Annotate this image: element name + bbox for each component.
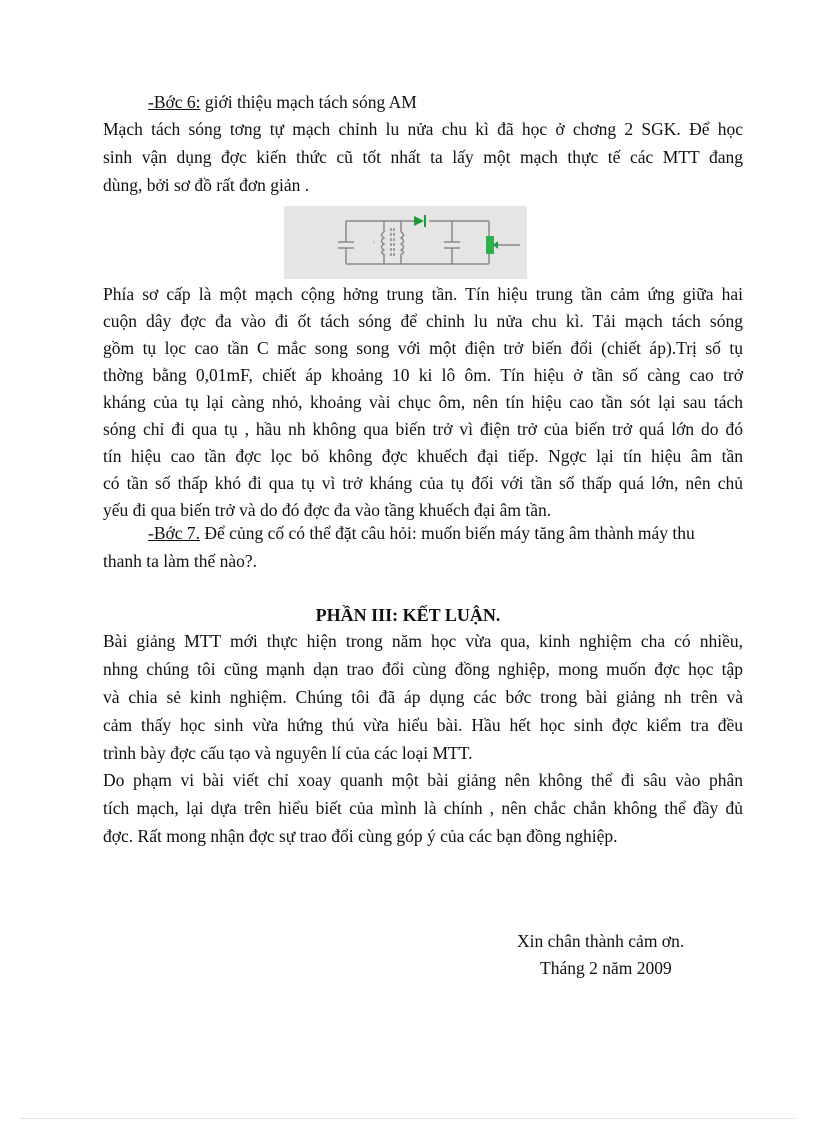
conclusion-para2-line: tích mạch, lại dựa trên hiểu biết của mình là chính , nên chắc chắn không thể đầy đủ <box>103 798 743 818</box>
para2-line: gồm tụ lọc cao tần C mắc song song với một điện trở biến đổi (chiết áp).Trị số tụ <box>103 338 743 358</box>
step6-label: -Bớc 6: <box>148 92 201 112</box>
closing-thanks: Xin chân thành cảm ơn. <box>517 931 685 951</box>
closing-date: Tháng 2 năm 2009 <box>540 958 672 978</box>
step7-text: Để củng cố có thể đặt câu hỏi: muốn biến máy tăng âm thành máy thu <box>200 523 695 543</box>
para1-line: dùng, bởi sơ đồ rất đơn giản . <box>103 175 310 195</box>
para2-line: kháng của tụ lại càng nhỏ, khoảng vài chục ôm, nên tín hiệu cao tần sót lại sau tách <box>103 392 743 412</box>
conclusion-para1-line: nhng chúng tôi cũng mạnh dạn trao đổi cùng đồng nghiệp, mong muốn đợc học tập <box>103 659 743 679</box>
step7-line: thanh ta làm thế nào?. <box>103 551 258 571</box>
conclusion-para1-line: cảm thấy học sinh vừa hứng thú vừa hiểu bài. Hầu hết học sinh đợc kiểm tra đều <box>103 715 743 735</box>
step7-label: -Bớc 7. <box>148 523 201 543</box>
conclusion-para1-line: trình bày đợc cấu tạo và nguyên lí của các loại MTT. <box>103 743 473 763</box>
step6-line <box>148 90 417 114</box>
diode-icon <box>414 216 424 226</box>
step7-line <box>148 521 743 545</box>
conclusion-heading: PHẦN III: KẾT LUẬN. <box>315 605 501 625</box>
page-bottom-rule <box>20 1118 796 1119</box>
para2-line: sóng chỉ đi qua tụ , hầu nh không qua biến trở vì điện trở của biến trở quá lớn do đó <box>103 419 743 439</box>
circuit-diagram <box>284 206 527 279</box>
am-detector-circuit-figure <box>284 206 527 279</box>
conclusion-para2-line: Do phạm vi bài viết chỉ xoay quanh một bài giảng nên không thể đi sâu vào phân <box>103 770 743 790</box>
para1-line: Mạch tách sóng tơng tự mạch chỉnh lu nửa chu kì đã học ở chơng 2 SGK. Để học <box>103 119 743 139</box>
conclusion-para2-line: đợc. Rất mong nhận đợc sự trao đổi cùng góp ý của các bạn đồng nghiệp. <box>103 826 618 846</box>
conclusion-para1-line: và chia sẻ kinh nghiệm. Chúng tôi đã áp dụng các bớc trong bài giảng nh trên và <box>103 687 743 707</box>
para2-line: yếu đi qua biến trở và do đó đợc đa vào tầng khuếch đại âm tần. <box>103 500 552 520</box>
para1-line: sinh vận dụng đợc kiến thức cũ tốt nhất ta lấy một mạch thực tế các MTT đang <box>103 147 743 167</box>
para2-line: Phía sơ cấp là một mạch cộng hởng trung tần. Tín hiệu trung tần cảm ứng giữa hai <box>103 284 743 304</box>
svg-text:': ' <box>373 240 375 250</box>
conclusion-para1-line: Bài giảng MTT mới thực hiện trong năm học vừa qua, kinh nghiệm cha có nhiều, <box>103 631 743 651</box>
para2-line: cuộn dây đợc đa vào đi ốt tách sóng để chỉnh lu nửa chu kì. Tải mạch tách sóng <box>103 311 743 331</box>
potentiometer-icon <box>486 236 494 254</box>
step6-title: giới thiệu mạch tách sóng AM <box>200 92 417 112</box>
para2-line: có tần số thấp khó đi qua tụ vì trở kháng của tụ đối với tần số thấp quá lớn, nên chủ <box>103 473 743 493</box>
para2-line: thờng bằng 0,01mF, chiết áp khoảng 10 ki lô ôm. Tín hiệu ở tần số càng cao trở <box>103 365 743 385</box>
para2-line: tín hiệu cao tần đợc lọc bỏ không đợc khuếch đại tiếp. Ngợc lại tín hiệu âm tần <box>103 446 743 466</box>
